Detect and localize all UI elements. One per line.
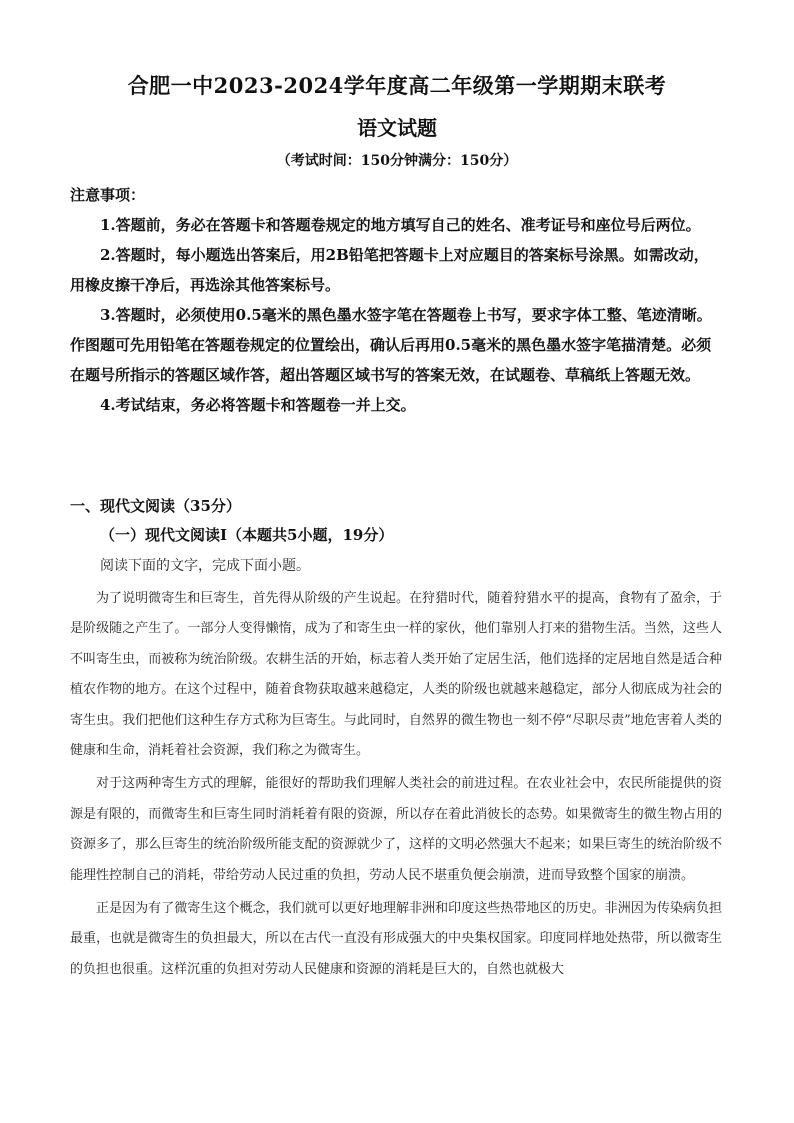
passage-paragraph: 正是因为有了微寄生这个概念，我们就可以更好地理解非洲和印度这些热带地区的历史。非洲因为传染病负担最重，也就是微寄生的负担最大，所以在古代一直没有形成强大的中央集权国家。印度同样地处热带，所以微寄生的负担也很重。这样沉重的负担对劳动人民健康和资源的消耗是巨大的，自然也就极大 [70,901,722,977]
note-item: 4.考试结束，务必将答题卡和答题卷一并上交。 [100,396,416,414]
section-one-title: 一、现代文阅读（35分） [70,497,241,515]
exam-title: 合肥一中2023-2024学年度高二年级第一学期期末联考 [127,73,667,98]
note-item: 1.答题前，务必在答题卡和答题卷规定的地方填写自己的姓名、准考证号和座位号后两位。 [100,216,701,234]
exam-time-info: （考试时间：150分钟满分：150分） [276,153,518,169]
note-item: 3.答题时，必须使用0.5毫米的黑色墨水签字笔在答题卷上书写，要求字体工整、笔迹清晰。作图题可先用铅笔在答题卷规定的位置绘出，确认后再用0.5毫米的黑色墨水签字笔描清楚。必须在题号所指示的答题区域作答，超出答题区域书写的答案无效，在试题卷、草稿纸上答题无效。 [70,306,712,384]
note-item: 2.答题时，每小题选出答案后，用2B铅笔把答题卡上对应题目的答案标号涂黑。如需改动，用橡皮擦干净后，再选涂其他答案标号。 [70,246,709,294]
sub-section-title: （一）现代文阅读Ⅰ（本题共5小题，19分） [100,526,394,544]
subject-title: 语文试题 [357,116,437,140]
passage-paragraph: 对于这两种寄生方式的理解，能很好的帮助我们理解人类社会的前进过程。在农业社会中，农民所能提供的资源是有限的，而微寄生和巨寄生同时消耗着有限的资源，所以存在着此消彼长的态势。如果微寄生的微生物占用的资源多了，那么巨寄生的统治阶级所能支配的资源就少了，这样的文明必然强大不起来；如果巨寄生的统治阶级不能理性控制自己的消耗，带给劳动人民过重的负担，劳动人民不堪重负便会崩溃，进而导致整个国家的崩溃。 [70,776,722,883]
notes-block [70,180,720,420]
reading-instruction: 阅读下面的文字，完成下面小题。 [100,558,310,574]
notes-heading: 注意事项： [70,186,146,204]
passage-paragraph: 为了说明微寄生和巨寄生，首先得从阶级的产生说起。在狩猎时代，随着狩猎水平的提高，食物有了盈余，于是阶级随之产生了。一部分人变得懒惰，成为了和寄生虫一样的家伙，他们靠别人打来的猎物生活。当然，这些人不叫寄生虫，而被称为统治阶级。农耕生活的开始，标志着人类开始了定居生活，他们选择的定居地自然是适合种植农作物的地方。在这个过程中，随着食物获取越来越稳定，人类的阶级也就越来越稳定，部分人彻底成为社会的寄生虫。我们把他们这种生存方式称为巨寄生。与此同时，自然界的微生物也一刻不停“尽职尽责”地危害着人类的健康和生命，消耗着社会资源，我们称之为微寄生。 [70,591,722,759]
reading-passage [70,584,722,988]
